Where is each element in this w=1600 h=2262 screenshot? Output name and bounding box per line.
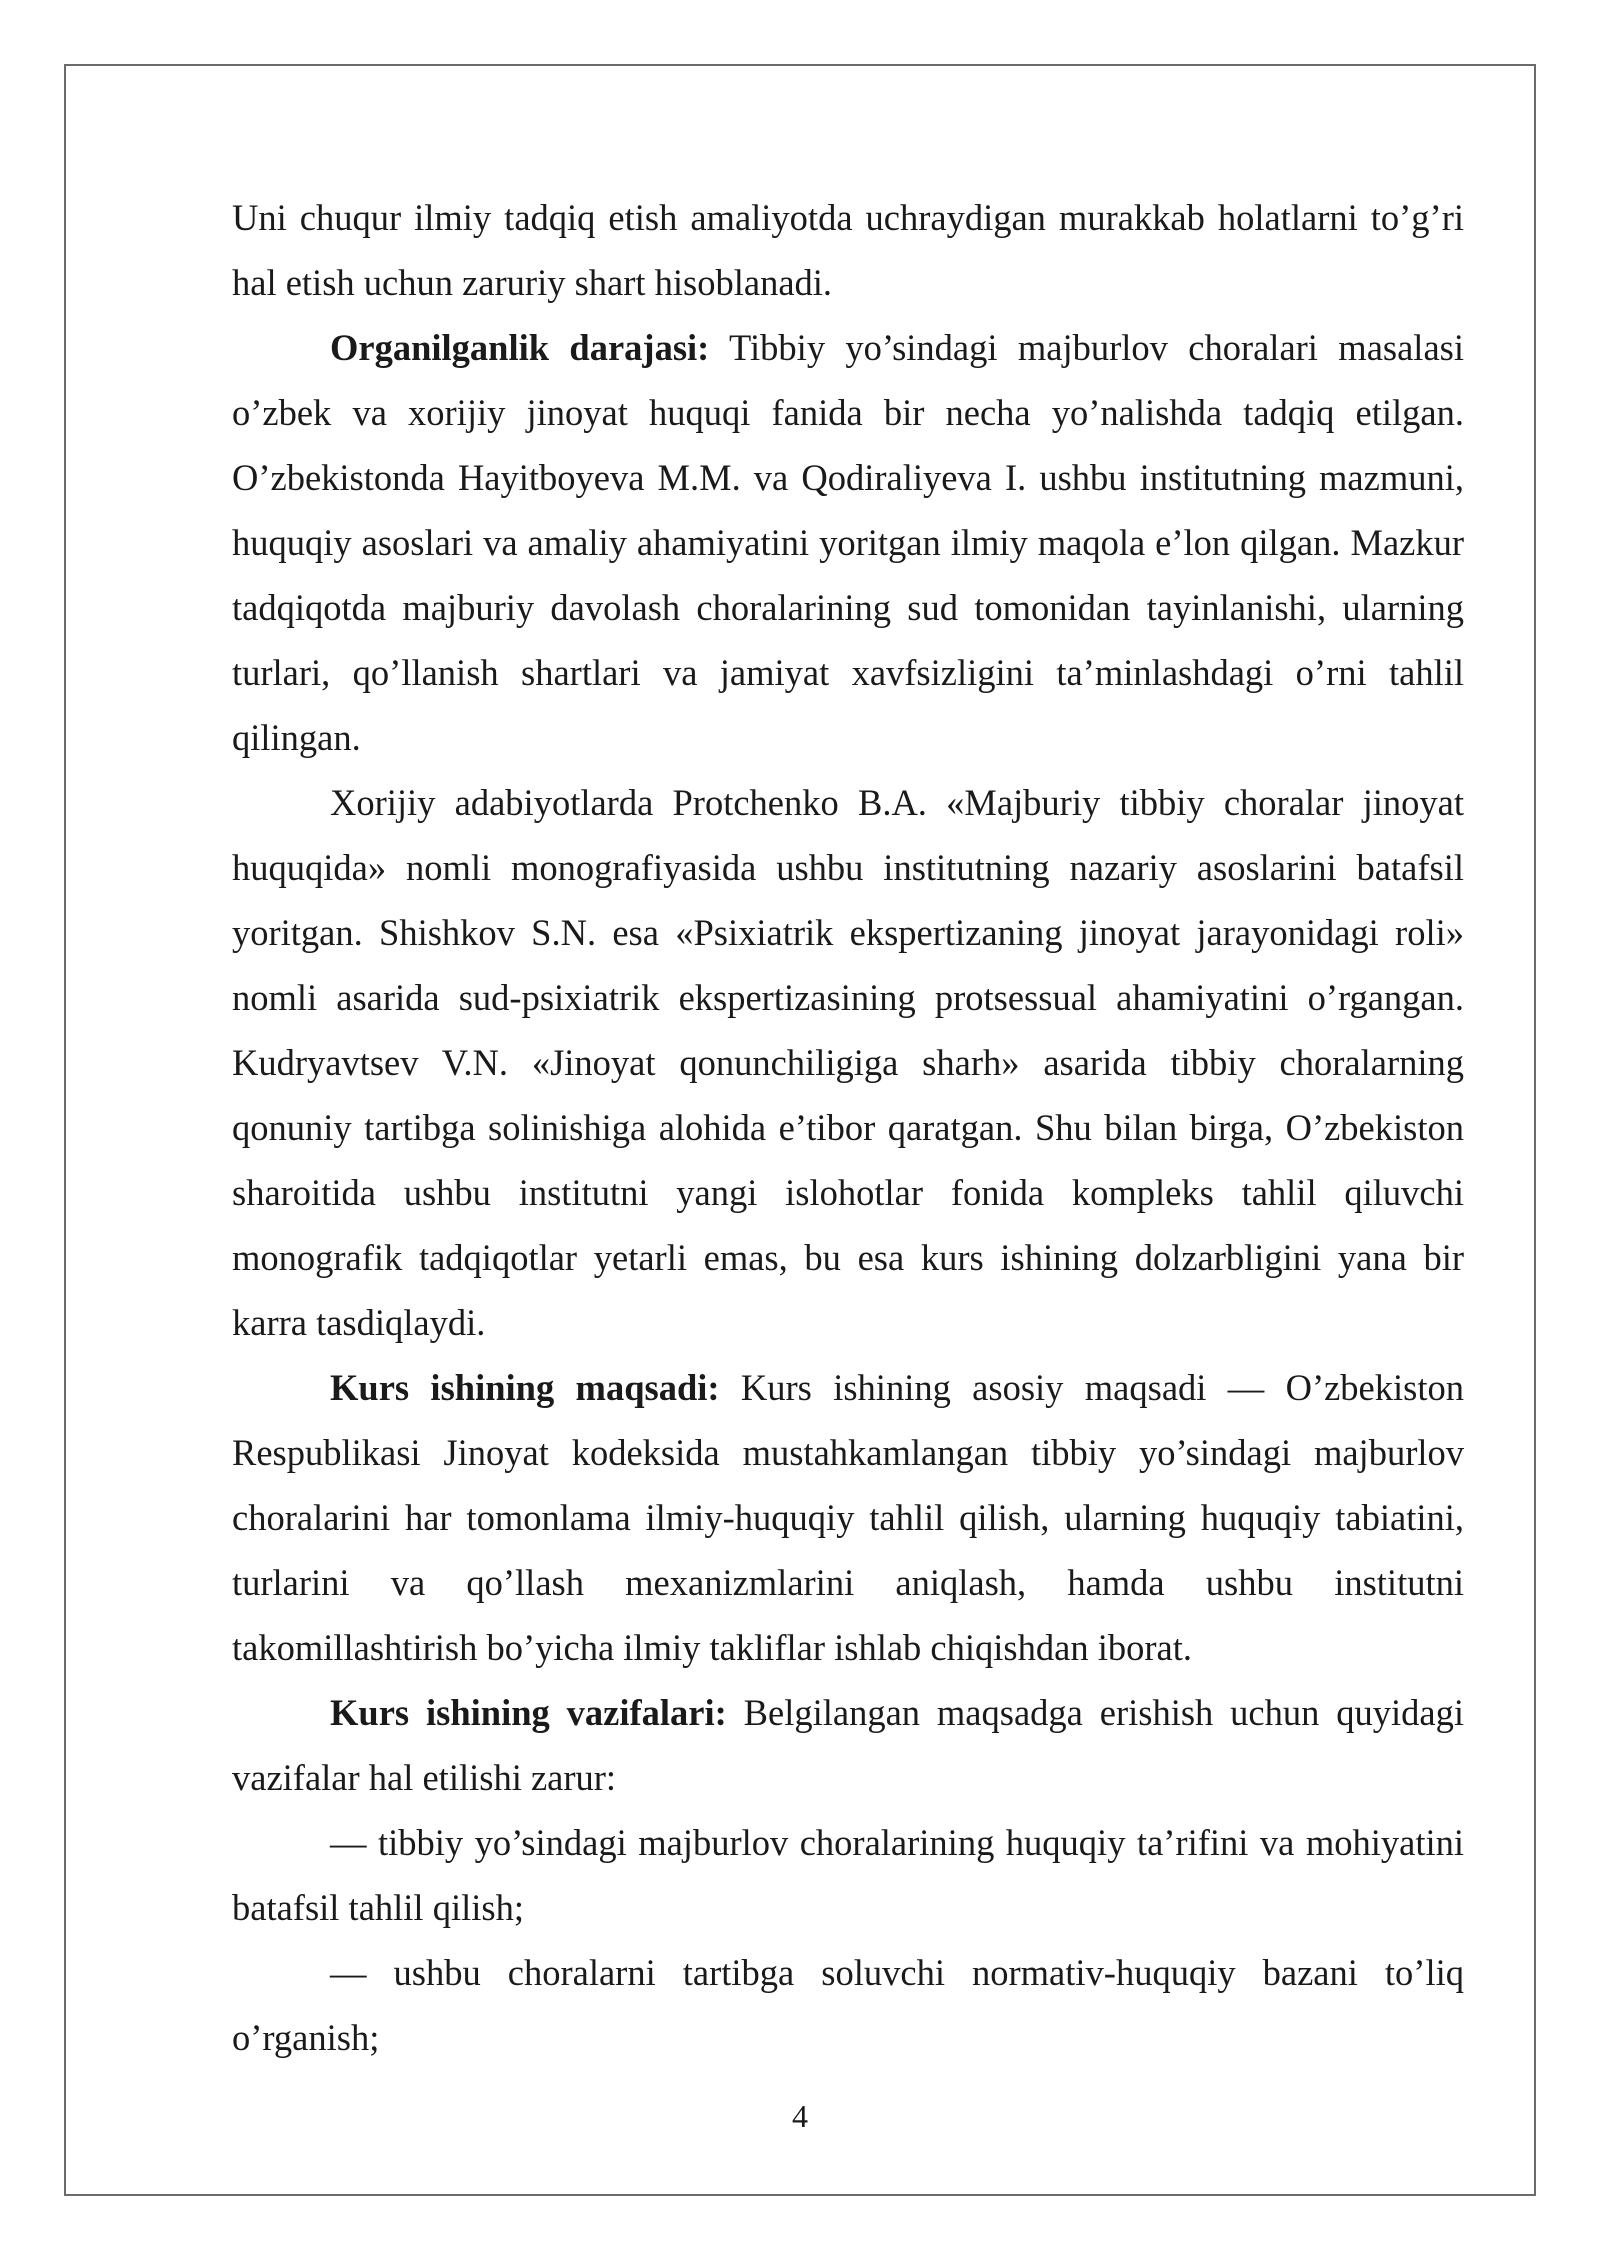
- study-level-heading: Organilganlik darajasi:: [330, 327, 710, 368]
- paragraph-text: Belgilangan maqsadga erishish uchun quyidagi vazifalar hal etilishi zarur:: [232, 1692, 1464, 1798]
- document-body: [232, 185, 1464, 2070]
- task-item-text: — ushbu choralarni tartibga soluvchi normativ-huquqiy bazani to’liq o’rganish;: [232, 1952, 1464, 2058]
- study-level-paragraph: [232, 315, 1464, 770]
- task-item-text: — tibbiy yo’sindagi majburlov choralarining huquqiy ta’rifini va mohiyatini batafsil tahlil qilish;: [232, 1822, 1464, 1928]
- paragraph-text: Tibbiy yo’sindagi majburlov choralari masalasi o’zbek va xorijiy jinoyat huquqi fanida bir necha yo’nalishda tadqiq etilgan. O’zbekistonda Hayitboyeva M.M. va Qodiraliyeva I. ushbu institutning mazmuni, huquqiy asoslari va amaliy ahamiyatini yoritgan ilmiy maqola e’lon qilgan. Mazkur tadqiqotda majburiy davolash choralarining sud tomonidan tayinlanishi, ularning turlari, qo’llanish shartlari va jamiyat xavfsizligini ta’minlashdagi o’rni tahlil qilingan.: [232, 327, 1464, 758]
- intro-paragraph: [232, 185, 1464, 315]
- paragraph-text: Xorijiy adabiyotlarda Protchenko B.A. «Majburiy tibbiy choralar jinoyat huquqida» nomli monografiyasida ushbu institutning nazariy asoslarini batafsil yoritgan. Shishkov S.N. esa «Psixiatrik ekspertizaning jinoyat jarayonidagi roli» nomli asarida sud-psixiatrik ekspertizasining protsessual ahamiyatini o’rgangan. Kudryavtsev V.N. «Jinoyat qonunchiligiga sharh» asarida tibbiy choralarning qonuniy tartibga solinishiga alohida e’tibor qaratgan. Shu bilan birga, O’zbekiston sharoitida ushbu institutni yangi islohotlar fonida kompleks tahlil qiluvchi monografik tadqiqotlar yetarli emas, bu esa kurs ishining dolzarbligini yana bir karra tasdiqlaydi.: [232, 782, 1464, 1343]
- paragraph-text: Uni chuqur ilmiy tadqiq etish amaliyotda uchraydigan murakkab holatlarni to’g’ri hal etish uchun zaruriy shart hisoblanadi.: [232, 197, 1464, 303]
- foreign-literature-paragraph: [232, 770, 1464, 1355]
- tasks-heading: Kurs ishining vazifalari:: [330, 1692, 727, 1733]
- goal-paragraph: [232, 1355, 1464, 1680]
- goal-heading: Kurs ishining maqsadi:: [330, 1367, 720, 1408]
- tasks-paragraph: [232, 1680, 1464, 1810]
- task-item: [232, 1810, 1464, 1940]
- page-number: 4: [792, 2098, 808, 2134]
- task-item: [232, 1940, 1464, 2070]
- paragraph-text: Kurs ishining asosiy maqsadi — O’zbekiston Respublikasi Jinoyat kodeksida mustahkamlangan tibbiy yo’sindagi majburlov choralarini har tomonlama ilmiy-huquqiy tahlil qilish, ularning huquqiy tabiatini, turlarini va qo’llash mexanizmlarini aniqlash, hamda ushbu institutni takomillashtirish bo’yicha ilmiy takliflar ishlab chiqishdan iborat.: [232, 1367, 1464, 1668]
